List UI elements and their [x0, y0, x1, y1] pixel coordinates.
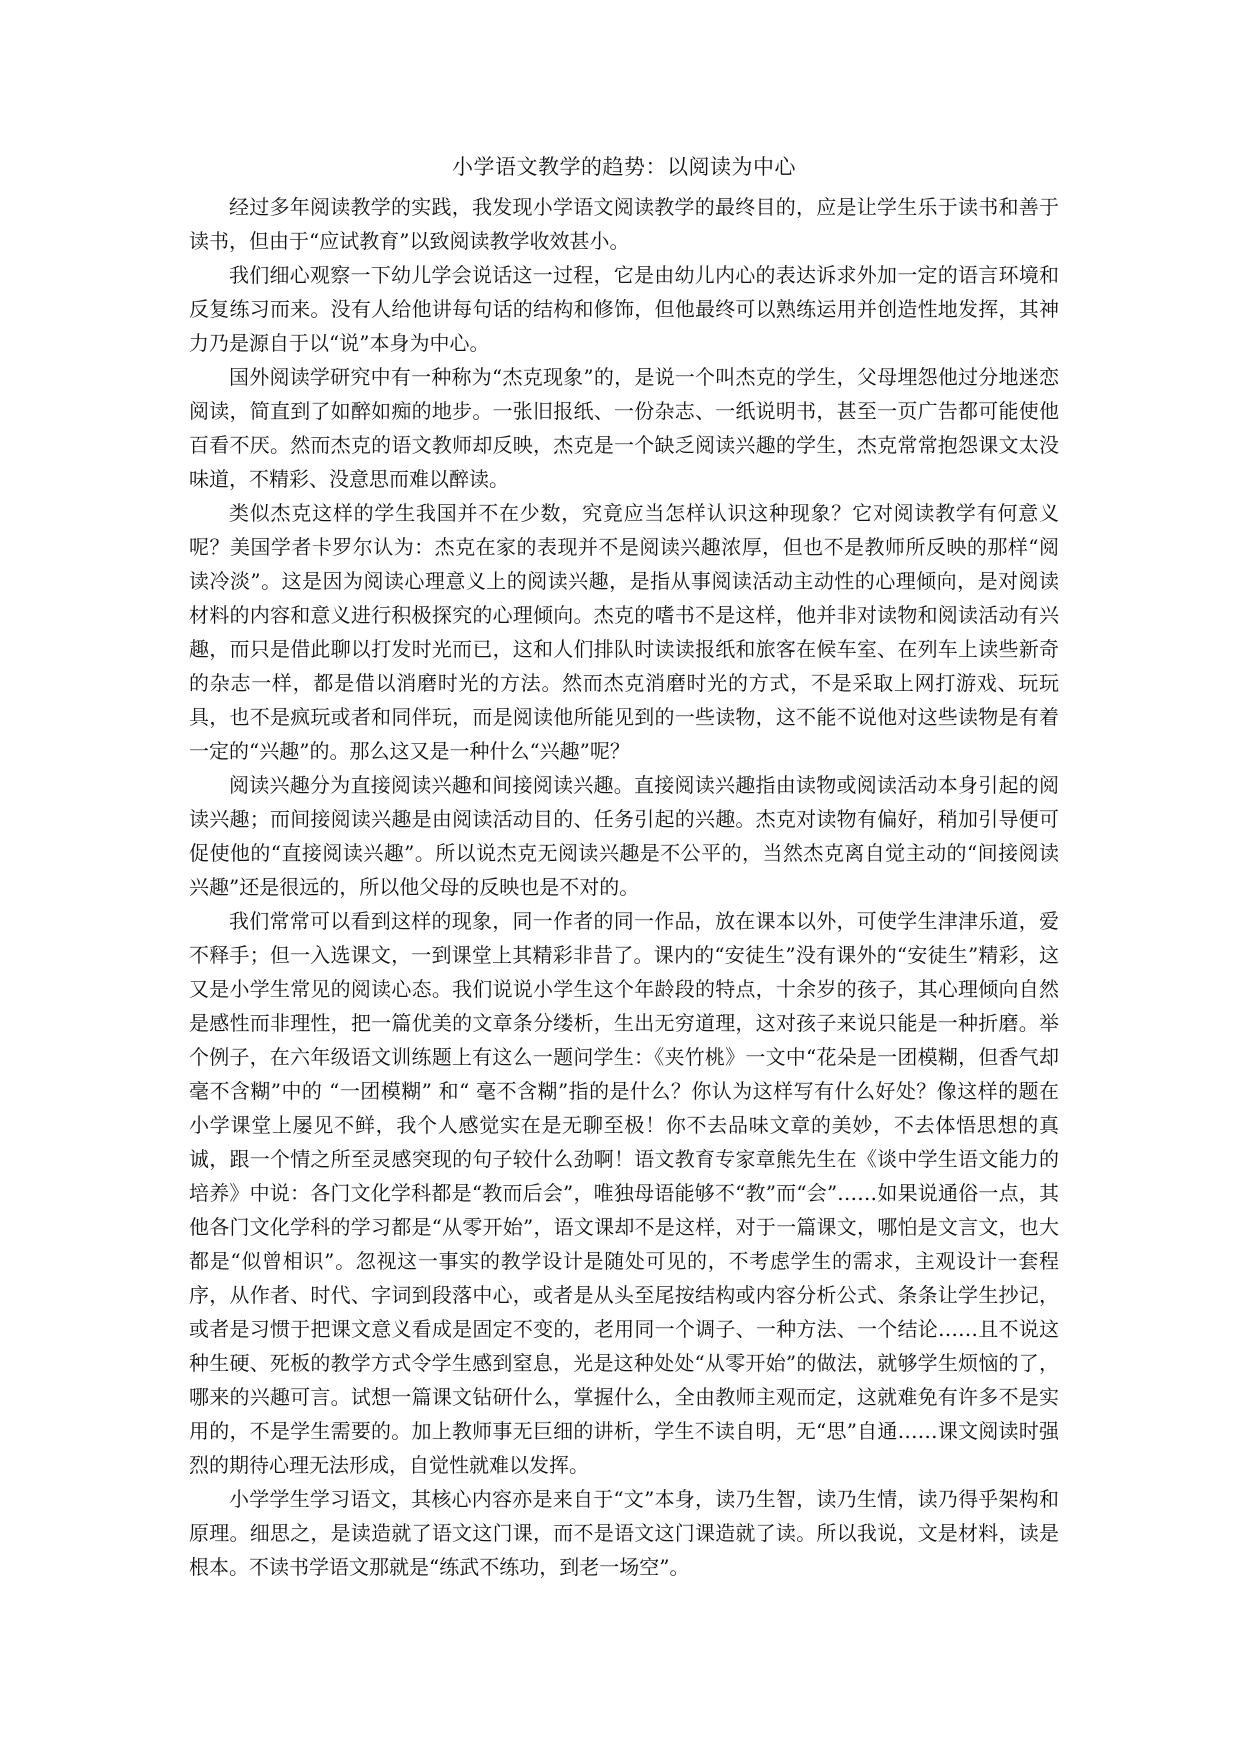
paragraph-jack-phenomenon: 国外阅读学研究中有一种称为“杰克现象”的，是说一个叫杰克的学生，父母埋怨他过分地迷恋阅读，简直到了如醉如痴的地步。一张旧报纸、一份杂志、一纸说明书，甚至一页广告都可能使他百看不厌。然而杰克的语文教师却反映，杰克是一个缺乏阅读兴趣的学生，杰克常常抱怨课文太没味道，不精彩、没意思而难以醉读。: [189, 365, 1059, 491]
paragraph-child-speech: 我们细心观察一下幼儿学会说话这一过程，它是由幼儿内心的表达诉求外加一定的语言环境和反复练习而来。没有人给他讲每句话的结构和修饰，但他最终可以熟练运用并创造性地发挥，其神力乃是源自于以“说”本身为中心。: [189, 263, 1059, 355]
paragraph-intro: 经过多年阅读教学的实践，我发现小学语文阅读教学的最终目的，应是让学生乐于读书和善于读书，但由于“应试教育”以致阅读教学收效甚小。: [189, 195, 1059, 253]
paragraph-carroll-analysis: 类似杰克这样的学生我国并不在少数，究竟应当怎样认识这种现象？它对阅读教学有何意义呢？美国学者卡罗尔认为：杰克在家的表现并不是阅读兴趣浓厚，但也不是教师所反映的那样“阅读冷淡”。这是因为阅读心理意义上的阅读兴趣，是指从事阅读活动主动性的心理倾向，是对阅读材料的内容和意义进行积极探究的心理倾向。杰克的嗜书不是这样，他并非对读物和阅读活动有兴趣，而只是借此聊以打发时光而已，这和人们排队时读读报纸和旅客在候车室、在列车上读些新奇的杂志一样，都是借以消磨时光的方法。然而杰克消磨时光的方式，不是采取上网打游戏、玩玩具，也不是疯玩或者和同伴玩，而是阅读他所能见到的一些读物，这不能不说他对这些读物是有着一定的“兴趣”的。那么这又是一种什么“兴趣”呢？: [189, 501, 1059, 763]
paragraph-classroom-reading: 我们常常可以看到这样的现象，同一作者的同一作品，放在课本以外，可使学生津津乐道，爱不释手；但一入选课文，一到课堂上其精彩非昔了。课内的“安徒生”没有课外的“安徒生”精彩，这又是小学生常见的阅读心态。我们说说小学生这个年龄段的特点，十余岁的孩子，其心理倾向自然是感性而非理性，把一篇优美的文章条分缕析，生出无穷道理，这对孩子来说只能是一种折磨。举个例子，在六年级语文训练题上有这么一题问学生：《夹竹桃》一文中“花朵是一团模糊，但香气却毫不含糊”中的 “一团模糊” 和“ 毫不含糊”指的是什么？你认为这样写有什么好处？像这样的题在小学课堂上屡见不鲜，我个人感觉实在是无聊至极！你不去品味文章的美妙，不去体悟思想的真诚，跟一个情之所至灵感突现的句子较什么劲啊！语文教育专家章熊先生在《谈中学生语文能力的培养》中说：各门文化学科都是“教而后会”，唯独母语能够不“教”而“会”……如果说通俗一点，其他各门文化学科的学习都是“从零开始”，语文课却不是这样，对于一篇课文，哪怕是文言文，也大都是“似曾相识”。忽视这一事实的教学设计是随处可见的，不考虑学生的需求，主观设计一套程序，从作者、时代、字词到段落中心，或者是从头至尾按结构或内容分析公式、条条让学生抄记，或者是习惯于把课文意义看成是固定不变的，老用同一个调子、一种方法、一个结论……且不说这种生硬、死板的教学方式令学生感到窒息，光是这种处处“从零开始”的做法，就够学生烦恼的了，哪来的兴趣可言。试想一篇课文钻研什么，掌握什么，全由教师主观而定，这就难免有许多不是实用的，不是学生需要的。加上教师事无巨细的讲析，学生不读自明，无“思”自通……课文阅读时强烈的期待心理无法形成，自觉性就难以发挥。: [189, 909, 1059, 1477]
page-title: 小学语文教学的趋势：以阅读为中心: [452, 155, 796, 179]
paragraph-reading-interest-types: 阅读兴趣分为直接阅读兴趣和间接阅读兴趣。直接阅读兴趣指由读物或阅读活动本身引起的阅读兴趣；而间接阅读兴趣是由阅读活动目的、任务引起的兴趣。杰克对读物有偏好，稍加引导便可促使他的“直接阅读兴趣”。所以说杰克无阅读兴趣是不公平的，当然杰克离自觉主动的“间接阅读兴趣”还是很远的，所以他父母的反映也是不对的。: [189, 773, 1059, 899]
paragraph-conclusion: 小学学生学习语文，其核心内容亦是来自于“文”本身，读乃生智，读乃生情，读乃得乎架构和原理。细思之，是读造就了语文这门课，而不是语文这门课造就了读。所以我说，文是材料，读是根本。不读书学语文那就是“练武不练功，到老一场空”。: [189, 1487, 1059, 1579]
article-body: [189, 150, 1059, 1584]
